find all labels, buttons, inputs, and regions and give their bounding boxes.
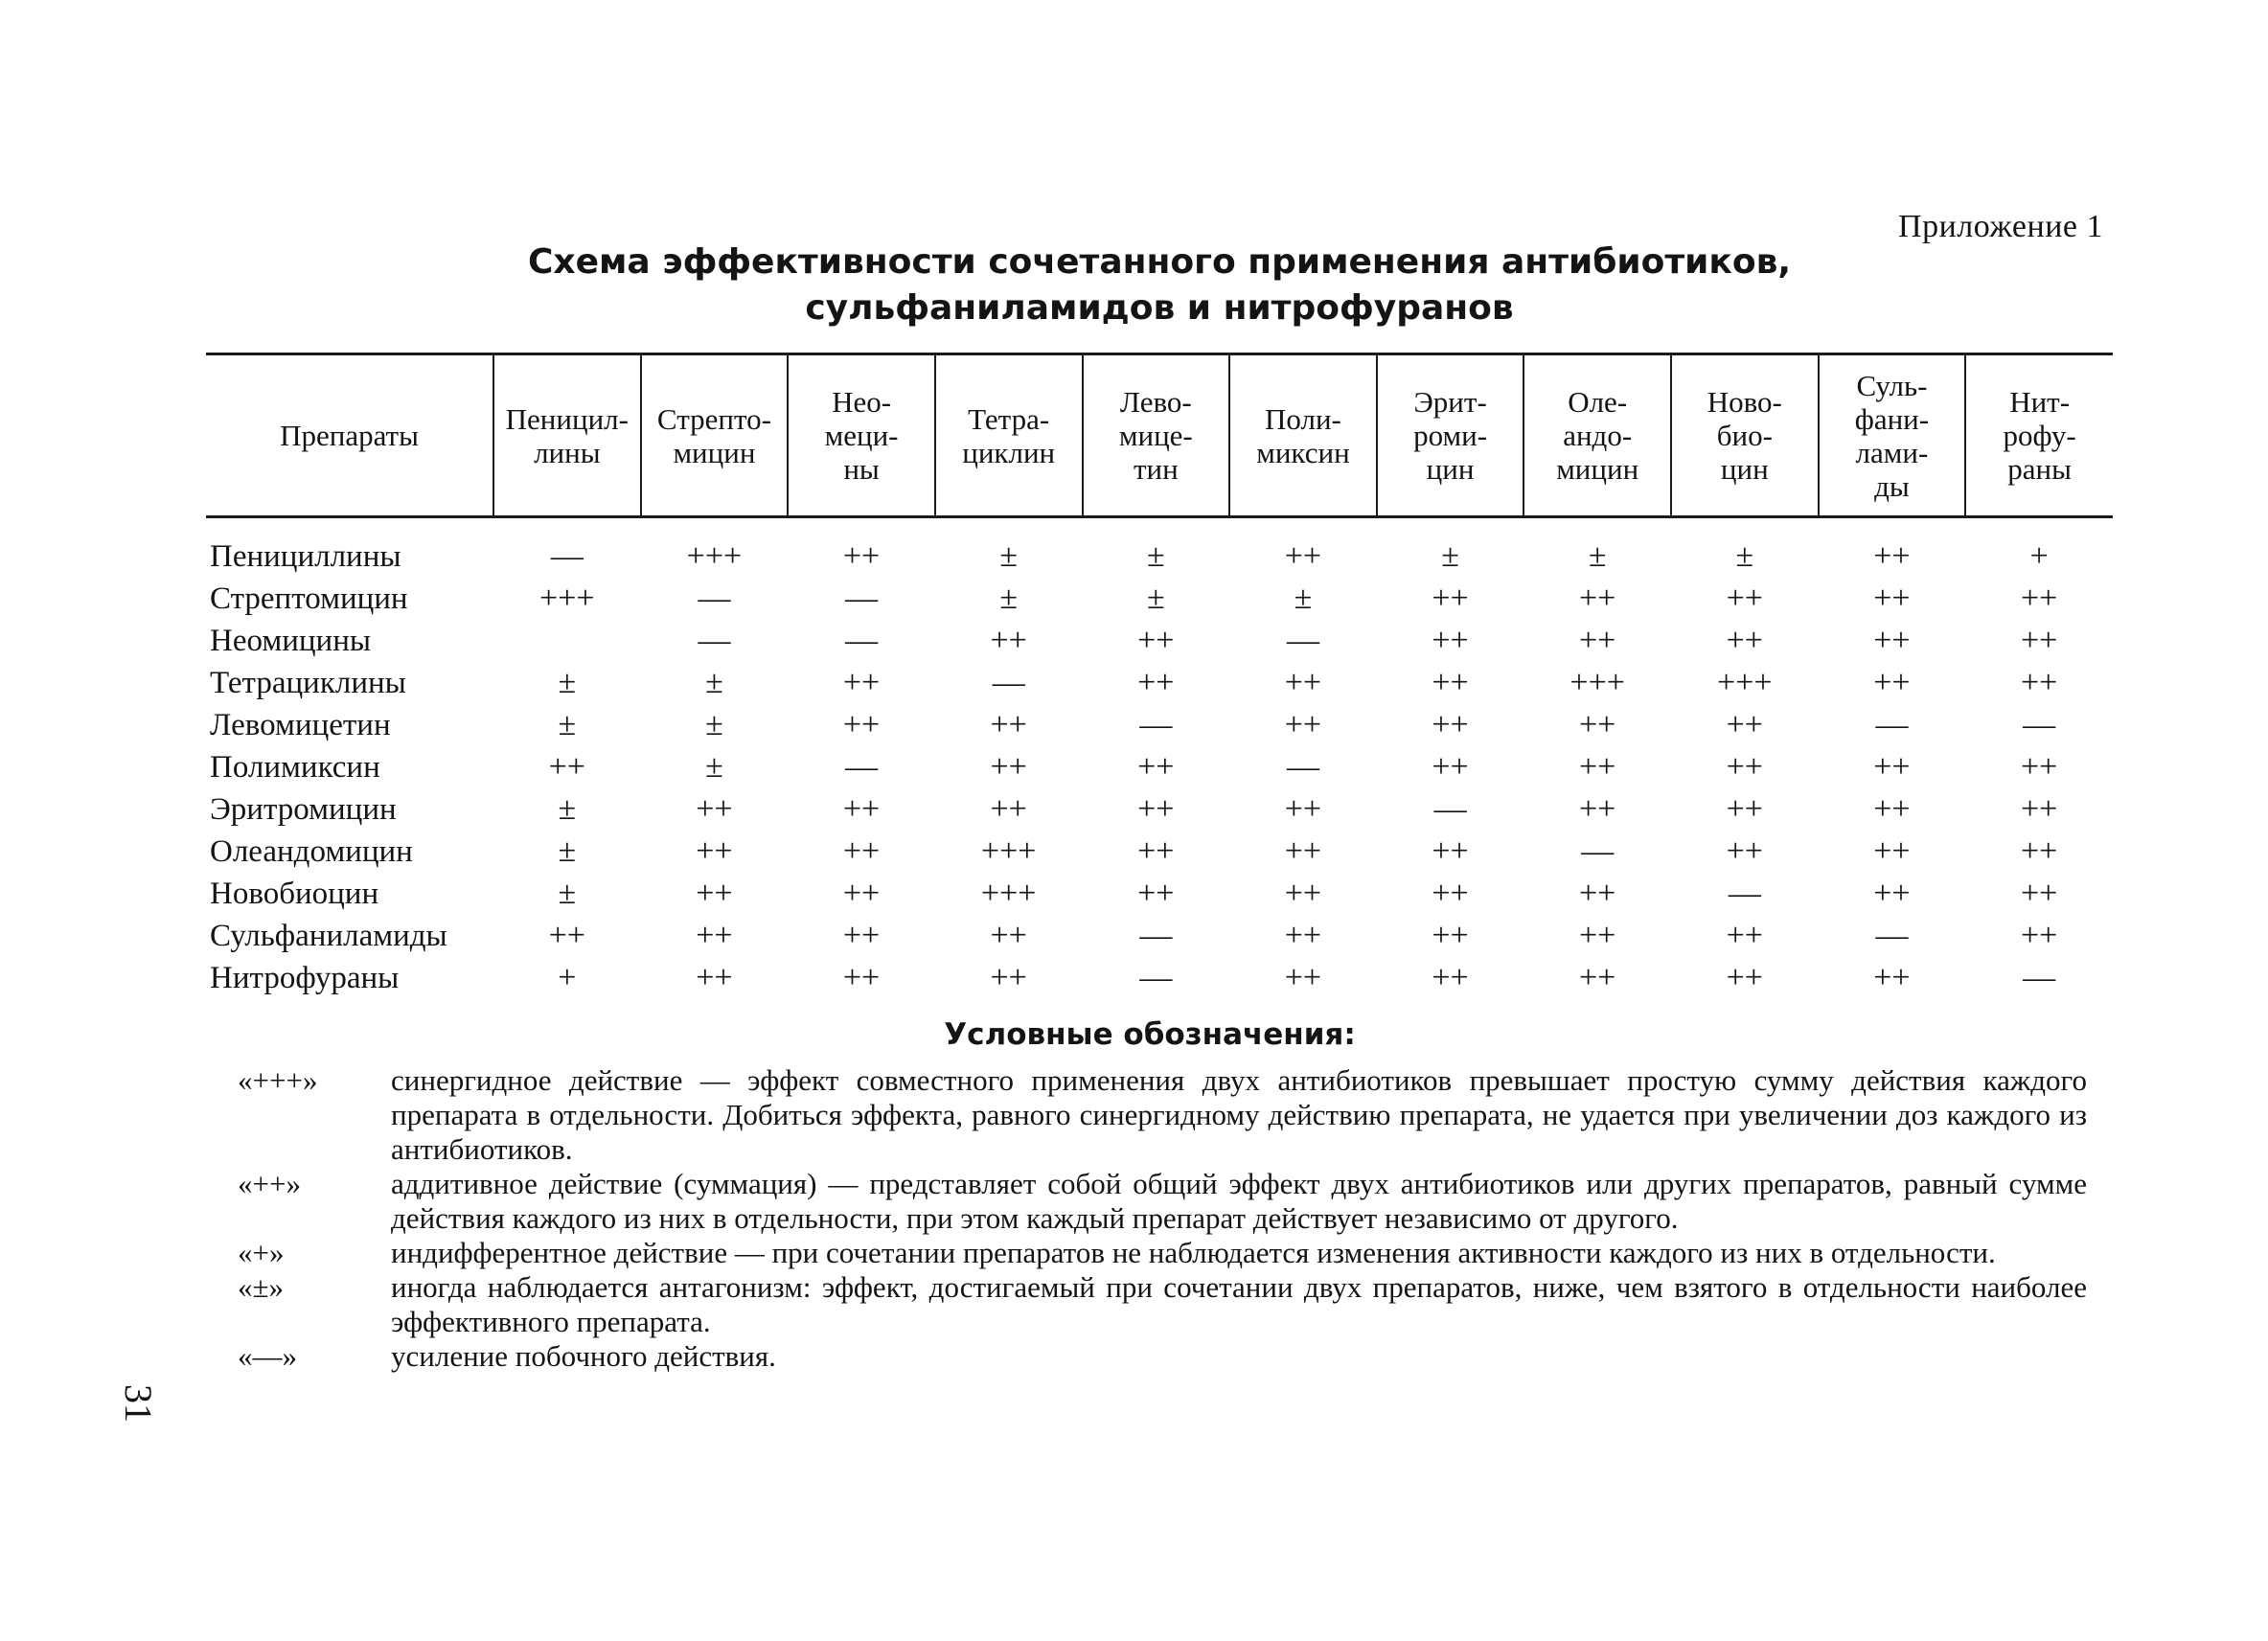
effect-cell: ++ <box>990 707 1027 742</box>
effect-cell: ++ <box>1873 960 1911 995</box>
effect-cell: ++ <box>1579 707 1616 742</box>
row-drug-name: Новобиоцин <box>210 877 379 911</box>
effect-cell: ++ <box>1137 791 1175 827</box>
effect-cell: ++ <box>2020 749 2058 785</box>
effect-cell: ++ <box>1432 960 1469 995</box>
row-drug-name: Нитрофураны <box>210 961 400 995</box>
effect-cell: +++ <box>1717 665 1773 700</box>
effect-cell: ++ <box>548 918 585 953</box>
effect-cell: ± <box>1146 538 1165 574</box>
effect-cell: ++ <box>1284 833 1322 869</box>
column-header: Нит- рофу- раны <box>1965 354 2113 517</box>
effect-cell: ++ <box>1432 918 1469 953</box>
effect-cell: — <box>1286 749 1319 785</box>
effect-cell: ++ <box>1137 876 1175 911</box>
effect-cell: ++ <box>1873 876 1911 911</box>
row-drug-name: Олеандомицин <box>210 834 413 869</box>
effect-cell: — <box>845 749 879 785</box>
effect-cell: ++ <box>1284 791 1322 827</box>
effect-cell: ++ <box>842 918 881 953</box>
effect-cell: ++ <box>842 960 881 995</box>
effect-cell: ++ <box>1137 665 1175 700</box>
legend-text: иногда наблюдается антагонизм: эффект, достигаемый при сочетании двух препаратов, ниже, чем взятого в отдельности наиболее эффективного препарата. <box>391 1270 2087 1338</box>
legend-symbol: «±» <box>238 1270 285 1304</box>
effect-cell: — <box>1139 707 1173 742</box>
effect-cell: ± <box>705 749 723 785</box>
effect-cell: ± <box>1294 581 1313 616</box>
effect-cell: ++ <box>696 791 733 827</box>
effect-cell: ± <box>705 665 723 700</box>
effect-cell: — <box>550 538 584 574</box>
effect-cell: ++ <box>1432 833 1469 869</box>
effect-cell: ++ <box>1579 918 1616 953</box>
effect-cell: ++ <box>2020 665 2058 700</box>
effect-cell: ± <box>558 665 577 700</box>
effect-cell: ++ <box>1137 749 1175 785</box>
effect-cell: — <box>698 623 731 658</box>
effect-cell: — <box>1728 876 1761 911</box>
effect-cell: ++ <box>1137 623 1175 658</box>
effect-cell: ++ <box>1726 791 1763 827</box>
legend-text: индифферентное действие — при сочетании препаратов не наблюдается изменения активности каждого из них в отдельности. <box>391 1236 1996 1269</box>
legend-title: Условные обозначения: <box>944 1017 1356 1052</box>
effect-cell: ++ <box>1579 960 1616 995</box>
effect-cell: ± <box>558 876 577 911</box>
row-drug-name: Тетрациклины <box>210 666 406 700</box>
effect-cell: ++ <box>1873 833 1911 869</box>
column-header-drugs: Препараты <box>206 354 493 517</box>
effect-cell: ++ <box>1284 876 1322 911</box>
effect-cell: +++ <box>980 833 1037 869</box>
effect-cell: ++ <box>1579 876 1616 911</box>
effect-cell: ++ <box>696 876 733 911</box>
effect-cell <box>493 620 641 662</box>
effect-cell: — <box>1581 833 1615 869</box>
row-drug-name: Сульфаниламиды <box>210 919 447 953</box>
effect-cell: ++ <box>1284 665 1322 700</box>
table-row <box>206 788 2113 831</box>
effect-cell: — <box>1139 918 1173 953</box>
effect-cell: ++ <box>1432 581 1469 616</box>
effect-cell: ++ <box>1873 791 1911 827</box>
table-row <box>206 746 2113 788</box>
effect-cell: ++ <box>842 707 881 742</box>
legend-item <box>238 1339 2087 1374</box>
effect-cell: +++ <box>980 876 1037 911</box>
legend-symbol: «+++» <box>238 1063 318 1097</box>
column-header: Поли- миксин <box>1229 354 1377 517</box>
effect-cell: ++ <box>1432 623 1469 658</box>
effect-cell: ++ <box>842 538 881 574</box>
effect-cell: ++ <box>842 791 881 827</box>
effect-cell: ++ <box>1137 833 1175 869</box>
effect-cell: ++ <box>1873 749 1911 785</box>
effect-cell: ++ <box>990 791 1027 827</box>
effect-cell: — <box>698 581 731 616</box>
effect-cell: — <box>1139 960 1173 995</box>
legend-text: аддитивное действие (суммация) — представляет собой общий эффект двух антибиотиков или других препаратов, равный сумме действия каждого из них в отдельности, при этом каждый препарат действует независимо от другого. <box>391 1167 2087 1235</box>
effect-cell: — <box>845 581 879 616</box>
page-title <box>498 239 1821 331</box>
effect-cell: +++ <box>1569 665 1625 700</box>
effect-cell: ++ <box>990 623 1027 658</box>
table-row <box>206 578 2113 620</box>
legend-symbol: «++» <box>238 1167 301 1200</box>
effect-cell: ++ <box>1726 707 1763 742</box>
effect-cell: ++ <box>1873 538 1911 574</box>
effect-cell: ++ <box>1579 749 1616 785</box>
effect-cell: — <box>992 665 1025 700</box>
effect-cell: — <box>1875 707 1909 742</box>
effect-cell: + <box>2029 538 2049 574</box>
effect-cell: ++ <box>1726 581 1763 616</box>
effect-cell: ++ <box>1873 665 1911 700</box>
row-drug-name: Пенициллины <box>210 539 401 574</box>
table-row <box>206 662 2113 704</box>
effect-cell: ++ <box>1432 749 1469 785</box>
effect-cell: ++ <box>1726 833 1763 869</box>
effect-cell: + <box>558 960 577 995</box>
effect-cell: — <box>1433 791 1467 827</box>
legend-text: усиление побочного действия. <box>391 1339 776 1373</box>
column-header: Нео- меци- ны <box>788 354 935 517</box>
row-drug-name: Полимиксин <box>210 750 380 785</box>
table-header-row <box>206 354 2113 517</box>
effect-cell: ++ <box>2020 791 2058 827</box>
effect-cell: ++ <box>1873 581 1911 616</box>
effect-cell: ++ <box>1726 749 1763 785</box>
column-header: Эрит- роми- цин <box>1377 354 1524 517</box>
table-row <box>206 915 2113 957</box>
effect-cell: ++ <box>2020 833 2058 869</box>
effect-cell: ++ <box>990 749 1027 785</box>
effect-cell: ± <box>1441 538 1459 574</box>
table-row <box>206 831 2113 873</box>
effect-cell: ++ <box>696 833 733 869</box>
title-line-1: Схема эффективности сочетанного применения антибиотиков, <box>527 242 1792 282</box>
effect-cell: ++ <box>1873 623 1911 658</box>
effect-cell: ++ <box>842 833 881 869</box>
legend-symbol: «—» <box>238 1339 297 1373</box>
table-body <box>206 517 2113 1000</box>
effect-cell: ± <box>705 707 723 742</box>
effect-cell: ++ <box>842 665 881 700</box>
row-drug-name: Стрептомицин <box>210 581 408 616</box>
effect-cell: ++ <box>1284 918 1322 953</box>
legend-item <box>238 1167 2087 1236</box>
table-row <box>206 873 2113 915</box>
effect-cell: ++ <box>2020 918 2058 953</box>
effect-cell: — <box>2023 707 2056 742</box>
row-drug-name: Левомицетин <box>210 708 391 742</box>
effect-cell: ++ <box>1726 918 1763 953</box>
effect-cell: ++ <box>1432 665 1469 700</box>
effect-cell: ++ <box>696 918 733 953</box>
column-header: Ново- био- цин <box>1671 354 1819 517</box>
effect-cell: ± <box>999 538 1019 574</box>
effect-cell: ++ <box>2020 876 2058 911</box>
table-row <box>206 517 2113 579</box>
effect-cell: ++ <box>990 960 1027 995</box>
title-line-2: сульфаниламидов и нитрофуранов <box>805 288 1514 328</box>
column-header: Стрепто- мицин <box>641 354 789 517</box>
table-row <box>206 957 2113 999</box>
effect-cell: ++ <box>1579 623 1616 658</box>
effect-cell: ++ <box>696 960 733 995</box>
effect-cell: ± <box>558 833 577 869</box>
effect-cell: — <box>1875 918 1909 953</box>
effect-cell: ± <box>1588 538 1607 574</box>
effect-cell: ++ <box>1726 960 1763 995</box>
legend <box>238 1063 2087 1374</box>
column-header: Лево- мице- тин <box>1083 354 1230 517</box>
effect-cell: ± <box>558 707 577 742</box>
legend-item <box>238 1063 2087 1167</box>
effect-cell: ± <box>1146 581 1165 616</box>
combination-table <box>206 353 2113 999</box>
effect-cell: ++ <box>842 876 881 911</box>
effect-cell: ++ <box>1579 581 1616 616</box>
table-row <box>206 620 2113 662</box>
page-number: 31 <box>117 1384 160 1423</box>
effect-cell: ± <box>999 581 1019 616</box>
row-drug-name: Неомицины <box>210 624 372 658</box>
effect-cell: ++ <box>1284 960 1322 995</box>
column-header: Тетра- циклин <box>935 354 1083 517</box>
effect-cell: ++ <box>990 918 1027 953</box>
effect-cell: ± <box>558 791 577 827</box>
column-header: Пеницил- лины <box>493 354 641 517</box>
effect-cell: — <box>2023 960 2056 995</box>
effect-cell: ++ <box>548 749 585 785</box>
row-drug-name: Эритромицин <box>210 792 397 827</box>
effect-cell: ++ <box>1579 791 1616 827</box>
column-header: Оле- андо- мицин <box>1523 354 1671 517</box>
effect-cell: +++ <box>686 538 743 574</box>
appendix-label: Приложение 1 <box>1898 209 2103 244</box>
effect-cell: ++ <box>1432 876 1469 911</box>
legend-item <box>238 1270 2087 1339</box>
effect-cell: ++ <box>1726 623 1763 658</box>
effect-cell: ++ <box>2020 581 2058 616</box>
effect-cell: ++ <box>2020 623 2058 658</box>
column-header: Суль- фани- лами- ды <box>1819 354 1966 517</box>
effect-cell: ++ <box>1432 707 1469 742</box>
effect-cell: — <box>1286 623 1319 658</box>
legend-symbol: «+» <box>238 1236 285 1269</box>
effect-cell: +++ <box>539 581 595 616</box>
effect-cell: ++ <box>1284 538 1322 574</box>
effect-cell: ++ <box>1284 707 1322 742</box>
legend-item <box>238 1236 2087 1270</box>
legend-text: синергидное действие — эффект совместного применения двух антибиотиков превышает простую сумму действия каждого препарата в отдельности. Добиться эффекта, равного синергидному действию препарата, не удается при увеличении доз каждого из антибиотиков. <box>391 1063 2087 1166</box>
effect-cell: ± <box>1735 538 1754 574</box>
effect-cell: — <box>845 623 879 658</box>
table-row <box>206 704 2113 746</box>
